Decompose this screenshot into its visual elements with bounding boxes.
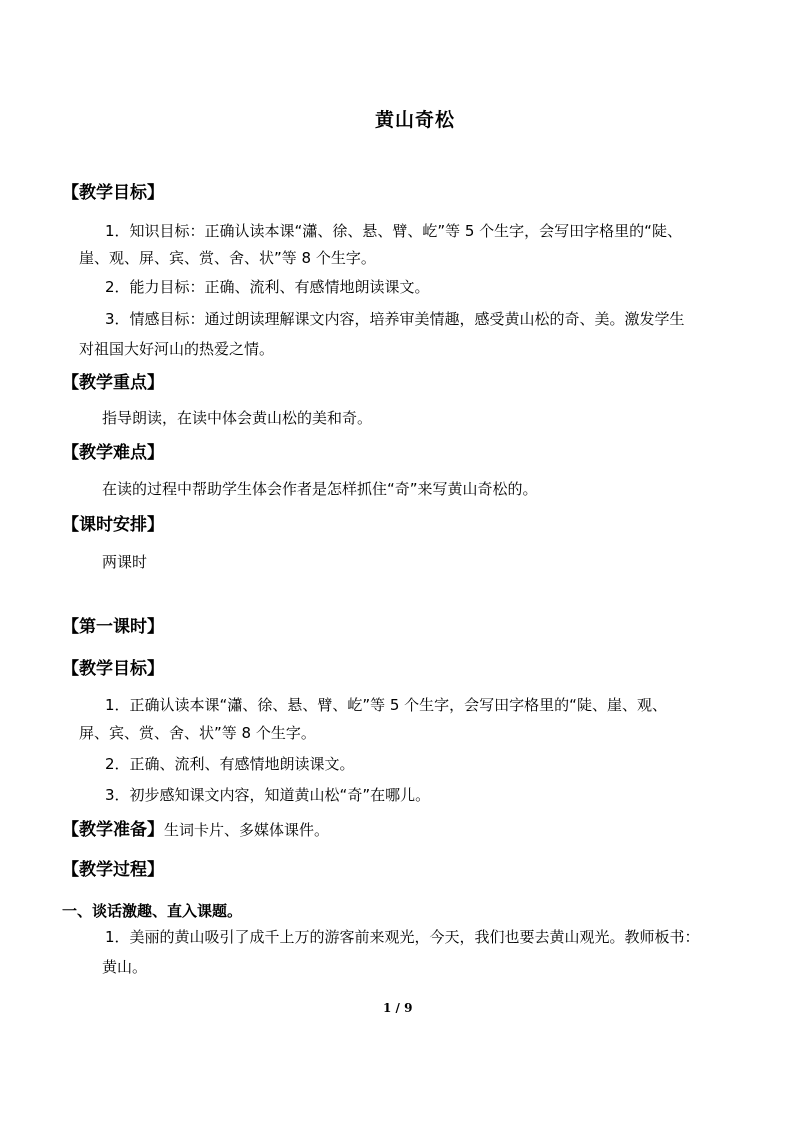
preparation-text: 生词卡片、多媒体课件。 (164, 821, 330, 839)
step1-item1-line-2: 黄山。 (102, 958, 148, 976)
step1-heading: 一、谈话激趣、直入课题。 (62, 902, 243, 920)
lesson1-heading: 【第一课时】 (62, 617, 164, 637)
objective-3-line-1: 3．情感目标：通过朗读理解课文内容，培养审美情趣，感受黄山松的奇、美。激发学生 (105, 310, 685, 328)
lesson1-objective-3: 3．初步感知课文内容，知道黄山松“奇”在哪儿。 (105, 786, 431, 804)
objectives-heading: 【教学目标】 (62, 183, 164, 203)
process-heading: 【教学过程】 (62, 860, 164, 880)
objective-3-line-2: 对祖国大好河山的热爱之情。 (79, 340, 275, 358)
key-point-heading: 【教学重点】 (62, 373, 164, 393)
lesson1-objective-1-line-2: 屏、宾、赏、舍、状”等 8 个生字。 (79, 724, 316, 742)
lesson1-objective-1-line-1: 1．正确认读本课“瀟、徐、悬、臂、屹”等 5 个生字，会写田字格里的“陡、崖、观、 (105, 696, 667, 714)
preparation-heading: 【教学准备】 (62, 820, 164, 840)
lesson1-objective-2: 2．正确、流利、有感情地朗读课文。 (105, 755, 355, 773)
lesson1-objectives-heading: 【教学目标】 (62, 659, 164, 679)
objective-1-line-2: 崖、观、屏、宾、赏、舍、状”等 8 个生字。 (79, 249, 376, 267)
difficulty-text: 在读的过程中帮助学生体会作者是怎样抓住“奇”来写黄山奇松的。 (102, 480, 538, 498)
schedule-text: 两课时 (102, 553, 148, 571)
objective-2: 2．能力目标：正确、流利、有感情地朗读课文。 (105, 278, 430, 296)
document-title: 黄山奇松 (375, 109, 456, 131)
difficulty-heading: 【教学难点】 (62, 443, 164, 463)
page-number: 1 / 9 (383, 1001, 413, 1015)
schedule-heading: 【课时安排】 (62, 515, 164, 535)
preparation-line (62, 815, 329, 840)
step1-item1-line-1: 1．美丽的黄山吸引了成千上万的游客前来观光，今天，我们也要去黄山观光。教师板书： (105, 928, 700, 946)
objective-1-line-1: 1．知识目标：正确认读本课“瀟、徐、悬、臂、屹”等 5 个生字，会写田字格里的“陡、 (105, 222, 682, 240)
key-point-text: 指导朗读，在读中体会黄山松的美和奇。 (102, 409, 373, 427)
